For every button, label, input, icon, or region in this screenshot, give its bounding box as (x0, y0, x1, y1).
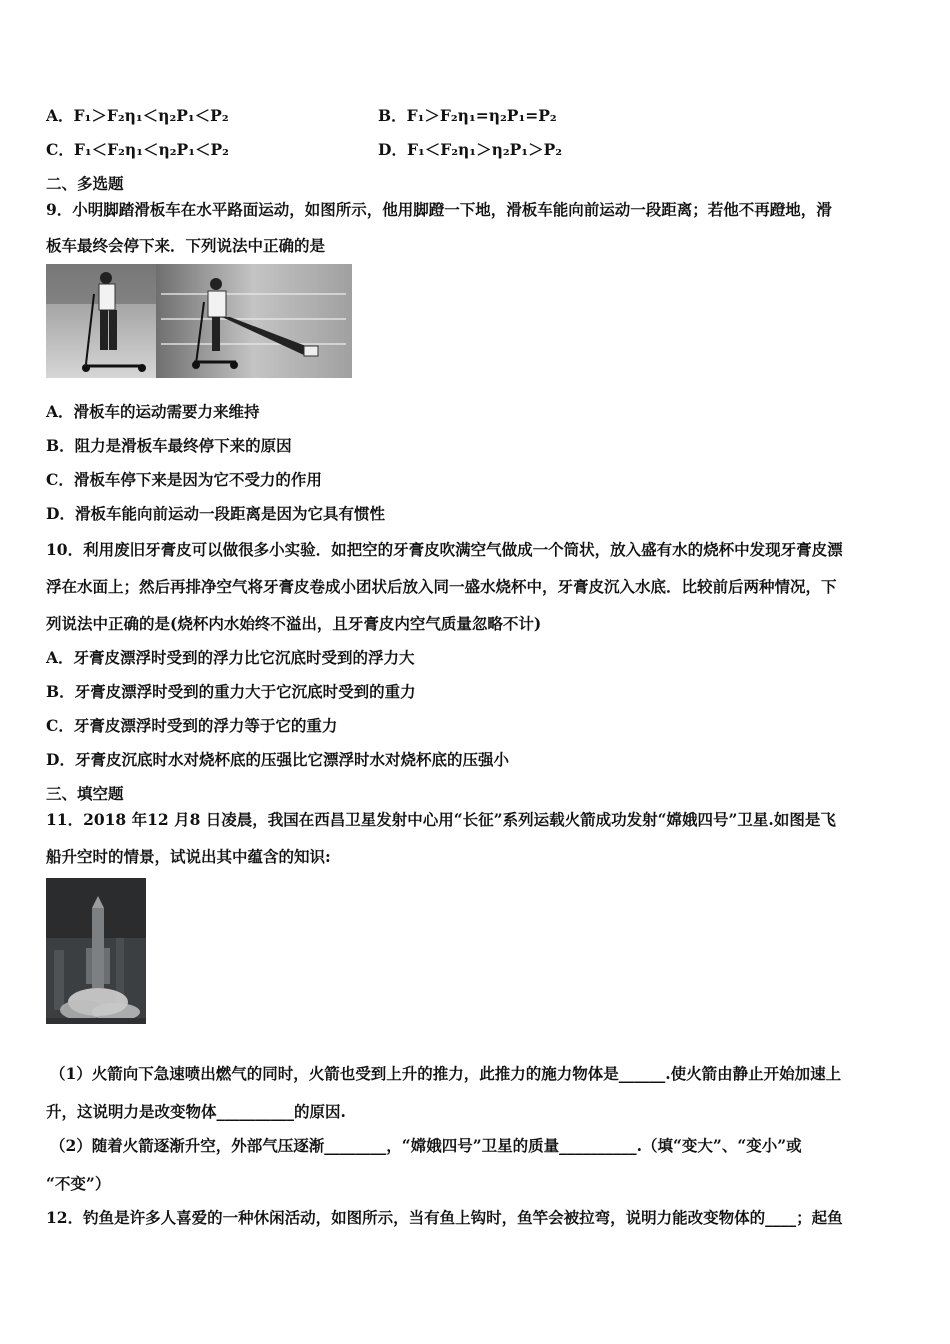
q12-stem-line1: 12．钓鱼是许多人喜爱的一种休闲活动，如图所示，当有鱼上钩时，鱼竿会被拉弯，说明力能改变物体的____；起鱼 (46, 1208, 843, 1227)
q8-option-c: C．F₁＜F₂η₁＜η₂P₁＜P₂ (46, 140, 229, 159)
q10-option-b: B．牙膏皮漂浮时受到的重力大于它沉底时受到的重力 (46, 682, 416, 701)
q10-stem-line1: 10．利用废旧牙膏皮可以做很多小实验．如把空的牙膏皮吹满空气做成一个筒状，放入盛有水的烧杯中发现牙膏皮漂 (46, 540, 843, 559)
q9-option-c: C．滑板车停下来是因为它不受力的作用 (46, 470, 322, 489)
q9-option-b: B．阻力是滑板车最终停下来的原因 (46, 436, 292, 455)
q10-option-d: D．牙膏皮沉底时水对烧杯底的压强比它漂浮时水对烧杯底的压强小 (46, 750, 509, 769)
q11-sub1-line2: 升，这说明力是改变物体__________的原因. (46, 1102, 346, 1121)
scooter-photo (46, 264, 352, 378)
q9-stem-line1: 9．小明脚踏滑板车在水平路面运动，如图所示，他用脚蹬一下地，滑板车能向前运动一段距离；若他不再蹬地，滑 (46, 200, 832, 219)
q9-stem-line2: 板车最终会停下来．下列说法中正确的是 (46, 236, 326, 255)
q11-sub2-line1: （2）随着火箭逐渐升空，外部气压逐渐________，“嫦娥四号”卫星的质量__________.（填“变大”、“变小”或 (50, 1136, 802, 1155)
q8-option-b: B．F₁＞F₂η₁=η₂P₁=P₂ (378, 106, 557, 125)
q10-option-c: C．牙膏皮漂浮时受到的浮力等于它的重力 (46, 716, 338, 735)
section-title-fill-in: 三、填空题 (46, 784, 124, 803)
q10-stem-line2: 浮在水面上；然后再排净空气将牙膏皮卷成小团状后放入同一盛水烧杯中，牙膏皮沉入水底．比较前后两种情况，下 (46, 577, 837, 596)
q11-sub1-line1: （1）火箭向下急速喷出燃气的同时，火箭也受到上升的推力，此推力的施力物体是______.使火箭由静止开始加速上 (50, 1064, 842, 1083)
q9-option-d: D．滑板车能向前运动一段距离是因为它具有惯性 (46, 504, 385, 523)
q8-option-a: A．F₁＞F₂η₁＜η₂P₁＜P₂ (46, 106, 229, 125)
q10-option-a: A．牙膏皮漂浮时受到的浮力比它沉底时受到的浮力大 (46, 648, 415, 667)
q11-stem-line1: 11．2018 年12 月8 日凌晨，我国在西昌卫星发射中心用“长征”系列运载火箭成功发射“嫦娥四号”卫星.如图是飞 (46, 810, 836, 829)
rocket-launch-photo (46, 878, 146, 1024)
q8-option-d: D．F₁＜F₂η₁＞η₂P₁＞P₂ (378, 140, 563, 159)
q11-stem-line2: 船升空时的情景，试说出其中蕴含的知识: (46, 847, 331, 866)
q9-option-a: A．滑板车的运动需要力来维持 (46, 402, 260, 421)
section-title-multiple-choice: 二、多选题 (46, 174, 124, 193)
q11-sub2-line2: “不变”） (46, 1174, 111, 1193)
q10-stem-line3: 列说法中正确的是(烧杯内水始终不溢出，且牙膏皮内空气质量忽略不计) (46, 614, 542, 633)
